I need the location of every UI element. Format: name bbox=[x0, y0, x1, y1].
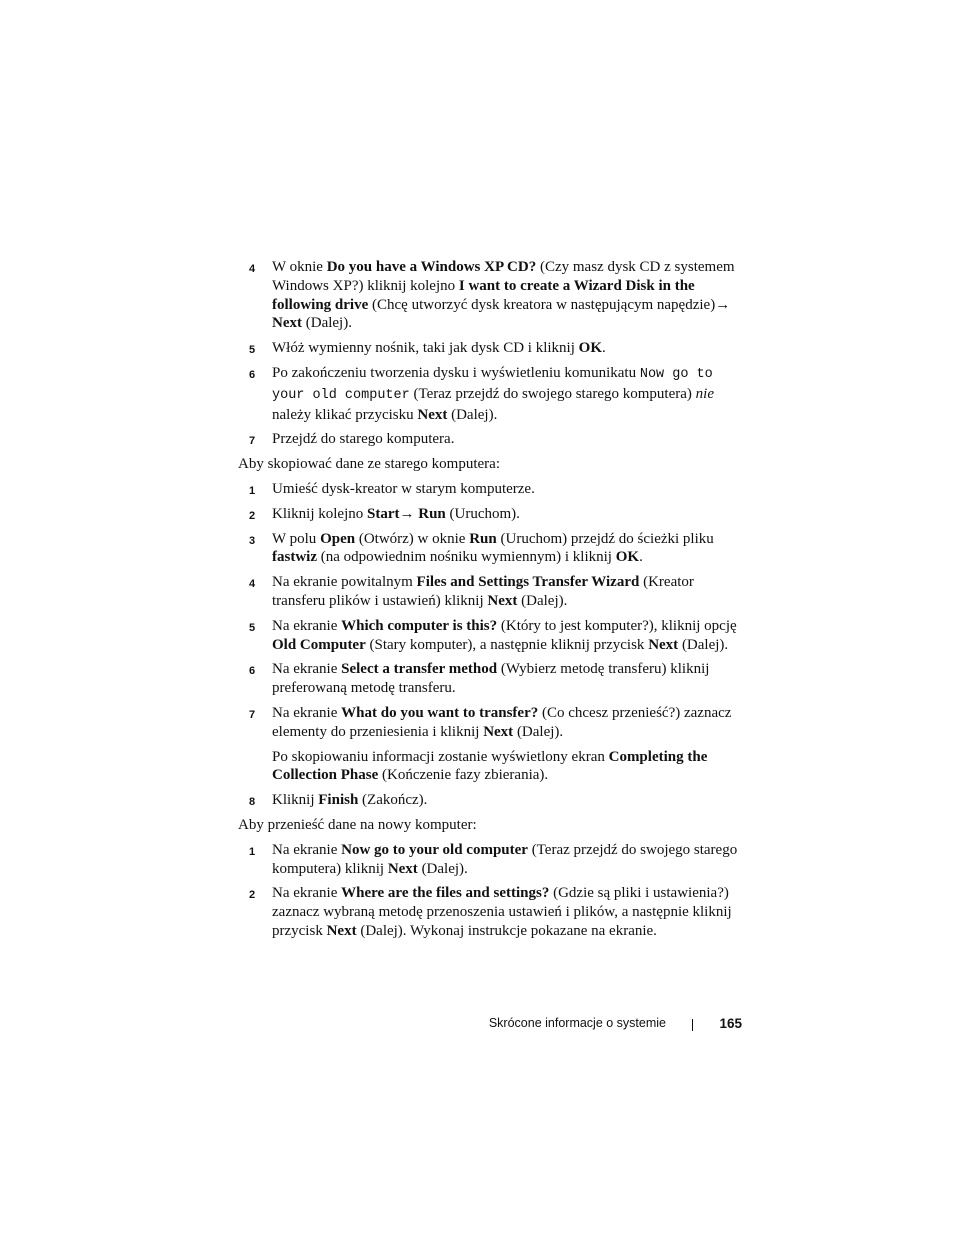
step-number: 4 bbox=[249, 578, 256, 591]
step-text bbox=[272, 661, 709, 696]
step-number: 1 bbox=[249, 845, 256, 858]
step-text bbox=[272, 705, 731, 740]
bold-term: Next bbox=[326, 922, 357, 939]
text-run: Na ekranie bbox=[272, 704, 342, 721]
step-number: 7 bbox=[249, 708, 256, 721]
step-text bbox=[272, 574, 694, 609]
bold-term: Finish bbox=[318, 792, 359, 809]
text-run: (Teraz przejdź do swojego starego komputera) bbox=[409, 385, 696, 402]
text-run: należy klikać przycisku bbox=[272, 406, 418, 423]
step-item bbox=[238, 573, 738, 611]
text-run: (Który to jest komputer?), kliknij opcję bbox=[497, 617, 737, 634]
step-item bbox=[238, 841, 738, 879]
text-run: W oknie bbox=[272, 259, 327, 275]
step-text bbox=[272, 481, 535, 497]
step-item bbox=[238, 258, 738, 333]
text-run: . bbox=[639, 549, 643, 566]
step-text bbox=[272, 842, 737, 877]
text-run: (Uruchom). bbox=[445, 505, 520, 522]
document-body bbox=[238, 258, 738, 947]
bold-term: Do you have a Windows XP CD? bbox=[326, 259, 537, 275]
text-run: Włóż wymienny nośnik, taki jak dysk CD i kliknij bbox=[272, 340, 579, 357]
text-run: (Uruchom) przejdź do ścieżki pliku bbox=[496, 530, 714, 547]
text-run: (Gdzie są pliki i ustawienia?) zaznacz wybraną metodę przenoszenia ustawień i plików, a następnie kliknij przycisk bbox=[272, 885, 732, 939]
bold-term: Open bbox=[320, 530, 356, 547]
text-run: (Teraz przejdź do swojego starego komputera) kliknij bbox=[272, 841, 738, 877]
step-text bbox=[272, 885, 732, 939]
bold-term: Where are the files and settings? bbox=[341, 885, 550, 902]
text-run: (Otwórz) w oknie bbox=[355, 530, 470, 547]
footer-divider bbox=[692, 1019, 693, 1031]
step-number: 4 bbox=[249, 263, 256, 275]
step-note bbox=[238, 748, 738, 786]
bold-term: Run bbox=[469, 530, 497, 547]
text-run: Po zakończeniu tworzenia dysku i wyświetleniu komunikatu bbox=[272, 364, 640, 381]
text-run: Na ekranie bbox=[272, 841, 342, 858]
step-list-1 bbox=[238, 258, 738, 449]
bold-term: Next bbox=[483, 723, 514, 740]
text-run: (Dalej). bbox=[302, 315, 352, 332]
bold-term: Old Computer bbox=[272, 636, 366, 653]
page-number: 165 bbox=[719, 1016, 742, 1031]
bold-term: Next bbox=[272, 315, 302, 332]
text-run: (Czy masz dysk CD z systemem Windows XP?) kliknij kolejno bbox=[272, 259, 735, 294]
step-number: 7 bbox=[249, 435, 256, 448]
bold-term: What do you want to transfer? bbox=[341, 704, 539, 721]
text-run: Kliknij bbox=[272, 792, 319, 809]
bold-term: Which computer is this? bbox=[341, 617, 498, 634]
text-run: (Dalej). bbox=[517, 592, 568, 609]
text-run: → bbox=[399, 505, 419, 522]
step-number: 8 bbox=[249, 796, 256, 809]
step-number: 1 bbox=[249, 484, 256, 497]
text-run: (Co chcesz przenieść?) zaznacz elementy do przeniesienia i kliknij bbox=[272, 704, 732, 740]
step-number: 3 bbox=[249, 534, 256, 547]
bold-term: Run bbox=[418, 505, 446, 522]
bold-term: fastwiz bbox=[272, 549, 317, 566]
step-item bbox=[238, 480, 738, 499]
step-item bbox=[238, 364, 738, 424]
step-text bbox=[272, 506, 520, 522]
bold-term: I want to create a Wizard Disk in the following drive bbox=[272, 277, 695, 313]
bold-term: Start bbox=[367, 505, 400, 522]
step-text bbox=[272, 431, 454, 447]
text-run: (Dalej). bbox=[417, 860, 468, 877]
step-item bbox=[238, 339, 738, 358]
step-list-2 bbox=[238, 480, 738, 810]
bold-term: Next bbox=[387, 860, 418, 877]
text-run: (na odpowiednim nośniku wymiennym) i kliknij bbox=[317, 549, 616, 566]
text-run: (Zakończ). bbox=[358, 792, 428, 809]
step-text bbox=[272, 792, 427, 808]
text-run: W polu bbox=[272, 530, 321, 547]
text-run: Na ekranie bbox=[272, 617, 342, 634]
step-number: 2 bbox=[249, 889, 256, 902]
bold-term: Next bbox=[417, 406, 448, 423]
text-run: Po skopiowaniu informacji zostanie wyświetlony ekran bbox=[272, 748, 609, 765]
text-run: (Dalej). bbox=[513, 723, 564, 740]
section-intro: Aby skopiować dane ze starego komputera: bbox=[238, 456, 500, 473]
text-run: . bbox=[602, 340, 606, 357]
section-intro: Aby przenieść dane na nowy komputer: bbox=[238, 816, 477, 833]
text-run: (Stary komputer), a następnie kliknij przycisk bbox=[365, 636, 649, 653]
text-run: (Dalej). bbox=[678, 636, 729, 653]
bold-term: Next bbox=[487, 592, 518, 609]
step-text bbox=[272, 340, 606, 356]
text-run: Na ekranie bbox=[272, 885, 342, 902]
bold-term: Completing the Collection Phase bbox=[272, 748, 708, 784]
emphasis: nie bbox=[695, 385, 714, 402]
bold-term: Now go to your old computer bbox=[341, 841, 528, 858]
page-footer bbox=[420, 1016, 742, 1036]
step-item bbox=[238, 530, 738, 568]
step-list-3 bbox=[238, 841, 738, 941]
text-run: (Kreator transferu plików i ustawień) kliknij bbox=[272, 574, 694, 609]
bold-term: Select a transfer method bbox=[341, 661, 498, 678]
bold-term: Files and Settings Transfer Wizard bbox=[416, 574, 640, 591]
step-item bbox=[238, 430, 738, 449]
step-item bbox=[238, 884, 738, 940]
step-item bbox=[238, 505, 738, 524]
step-text bbox=[272, 259, 735, 331]
bold-term: OK bbox=[615, 549, 640, 566]
step-item bbox=[238, 704, 738, 742]
text-run: Na ekranie bbox=[272, 661, 342, 678]
step-number: 5 bbox=[249, 344, 256, 357]
text-run: Przejdź do starego komputera. bbox=[272, 431, 455, 448]
step-item bbox=[238, 617, 738, 655]
text-run: Na ekranie powitalnym bbox=[272, 574, 417, 591]
step-number: 2 bbox=[249, 509, 256, 522]
text-run: Umieść dysk-kreator w starym komputerze. bbox=[272, 480, 535, 497]
text-run: (Chcę utworzyć dysk kreatora w następującym napędzie)→ bbox=[368, 296, 731, 313]
step-text bbox=[272, 365, 714, 423]
text-run: Kliknij kolejno bbox=[272, 505, 367, 522]
screen-message: Now go to your old computer bbox=[272, 366, 713, 403]
step-item bbox=[238, 791, 738, 810]
step-text bbox=[272, 531, 714, 566]
text-run: (Kończenie fazy zbierania). bbox=[378, 767, 549, 784]
text-run: (Dalej). bbox=[447, 406, 498, 423]
bold-term: Next bbox=[648, 636, 679, 653]
step-item bbox=[238, 660, 738, 698]
step-number: 6 bbox=[249, 368, 256, 381]
text-run: (Dalej). Wykonaj instrukcje pokazane na ekranie. bbox=[356, 922, 657, 939]
footer-title: Skrócone informacje o systemie bbox=[488, 1016, 666, 1030]
bold-term: OK bbox=[578, 340, 602, 357]
step-number: 6 bbox=[249, 665, 256, 678]
text-run: (Wybierz metodę transferu) kliknij preferowaną metodę transferu. bbox=[272, 661, 710, 697]
step-number: 5 bbox=[249, 621, 256, 634]
step-text bbox=[272, 618, 737, 653]
